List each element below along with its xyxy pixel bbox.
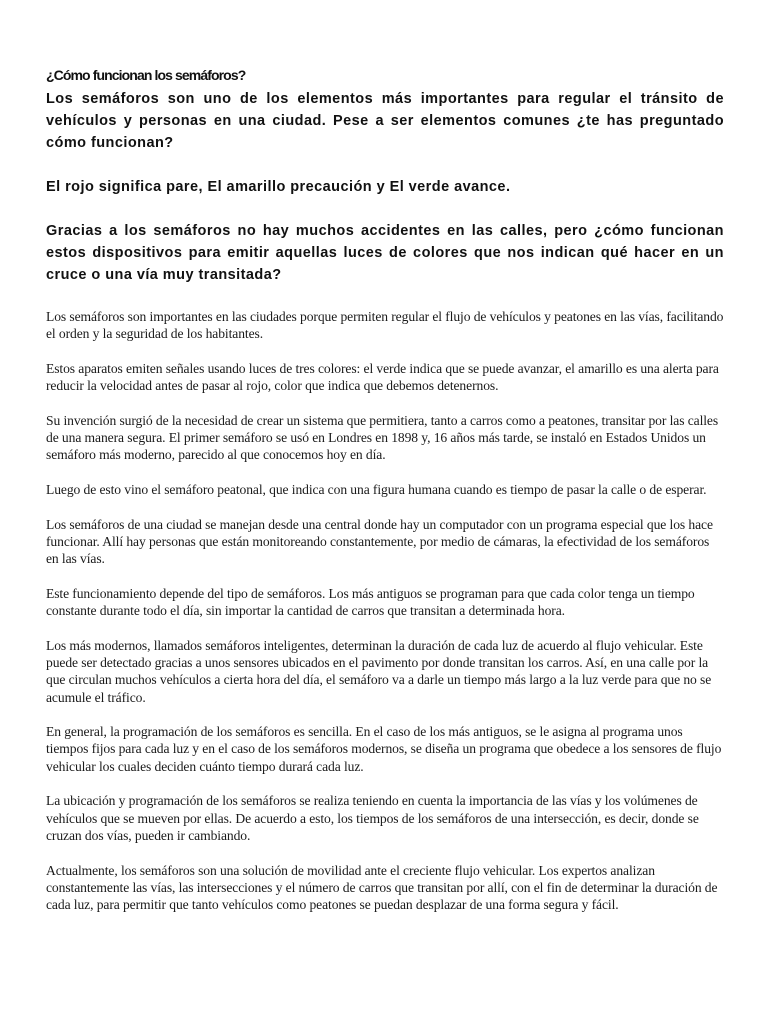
intro-paragraph: Los semáforos son uno de los elementos más importantes para regular el tránsito de vehículos y personas en una ciudad. Pese a ser elementos comunes ¿te has preguntado cómo funcionan? <box>46 91 724 151</box>
body-paragraph: Los semáforos son importantes en las ciudades porque permiten regular el flujo de vehículos y peatones en las vías, facilitando el orden y la seguridad de los habitantes. <box>46 309 724 342</box>
document-page <box>46 66 724 931</box>
body-paragraph: En general, la programación de los semáforos es sencilla. En el caso de los más antiguos, se le asigna al programa unos tiempos fijos para cada luz y en el caso de los semáforos modernos, se diseña un programa que obedece a los sensores de flujo vehicular los cuales deciden cuánto tiempo durará cada luz. <box>46 724 722 774</box>
intro-section <box>46 88 724 286</box>
body-paragraph: Los semáforos de una ciudad se manejan desde una central donde hay un computador con un programa especial que los hace funcionar. Allí hay personas que están monitoreando constantemente, por medio de cámaras, la efectividad de los semáforos en las vías. <box>46 516 713 567</box>
body-paragraph: Su invención surgió de la necesidad de crear un sistema que permitiera, tanto a carros como a peatones, transitar por las calles de una manera segura. El primer semáforo se usó en Londres en 1898 y, 16 años más tarde, se instaló en Estados Unidos un semáforo más moderno, parecido al que conocemos hoy en día. <box>46 412 719 463</box>
document-title: ¿Cómo funcionan los semáforos? <box>46 67 246 83</box>
body-paragraph: Luego de esto vino el semáforo peatonal, que indica con una figura humana cuando es tiempo de pasar la calle o de esperar. <box>46 481 707 497</box>
body-paragraph: Actualmente, los semáforos son una solución de movilidad ante el creciente flujo vehicular. Los expertos analizan constantemente las vías, las intersecciones y el número de carros que transitan por allí, con el fin de determinar la duración de cada luz, para permitir que tanto vehículos como peatones se puedan desplazar de una forma segura y fácil. <box>46 862 718 913</box>
body-paragraph: Los más modernos, llamados semáforos inteligentes, determinan la duración de cada luz de acuerdo al flujo vehicular. Este puede ser detectado gracias a unos sensores ubicados en el pavimento por donde transitan los carros. Así, en una calle por la que circulan muchos vehículos a cierta hora del día, el semáforo va a darle un tiempo más largo a la luz verde para que no se acumule el tráfico. <box>46 637 712 705</box>
intro-paragraph: El rojo significa pare, El amarillo precaución y El verde avance. <box>46 179 511 195</box>
body-paragraph: Estos aparatos emiten señales usando luces de tres colores: el verde indica que se puede avanzar, el amarillo es una alerta para reducir la velocidad antes de pasar al rojo, color que indica que debemos detenernos. <box>46 360 719 394</box>
body-paragraph: Este funcionamiento depende del tipo de semáforos. Los más antiguos se programan para que cada color tenga un tiempo constante durante todo el día, sin importar la cantidad de carros que transitan a determinada hora. <box>46 585 695 619</box>
body-section <box>46 308 724 913</box>
body-paragraph: La ubicación y programación de los semáforos se realiza teniendo en cuenta la importancia de las vías y los volúmenes de vehículos que se mueven por ellas. De acuerdo a esto, los tiempos de los semáforos de una intersección, es decir, donde se cruzan dos vías, pueden ir cambiando. <box>46 793 699 843</box>
intro-paragraph: Gracias a los semáforos no hay muchos accidentes en las calles, pero ¿cómo funcionan estos dispositivos para emitir aquellas luces de colores que nos indican qué hacer en un cruce o una vía muy transitada? <box>46 223 724 283</box>
